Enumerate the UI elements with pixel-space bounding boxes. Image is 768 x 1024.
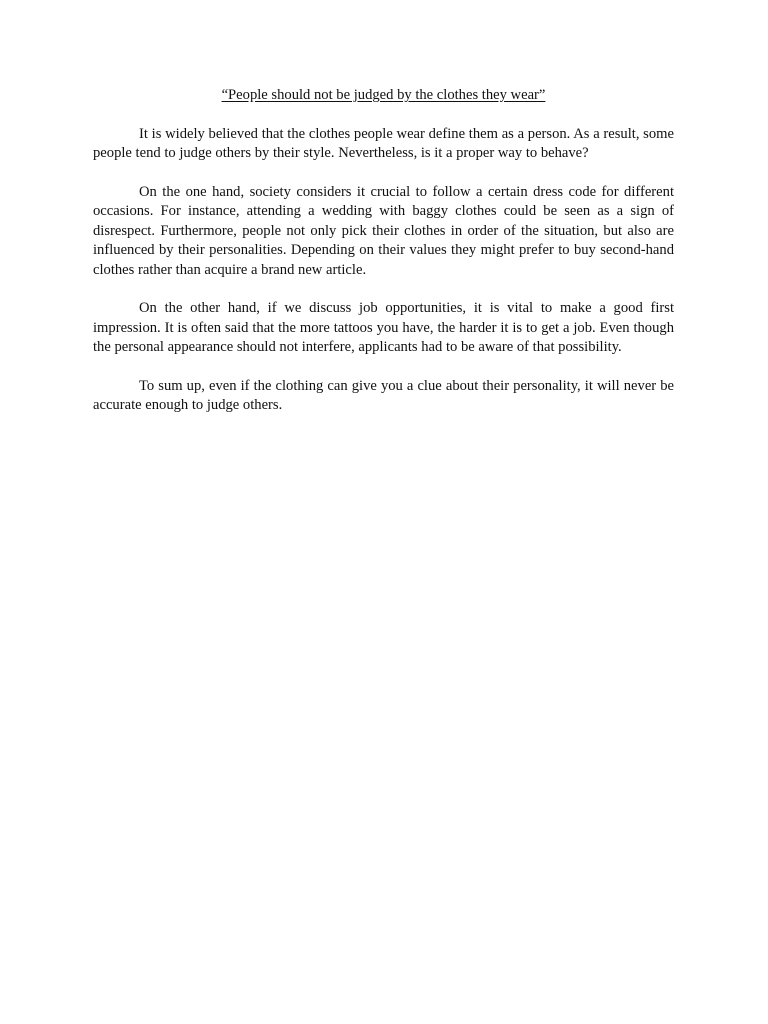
paragraph-conclusion: To sum up, even if the clothing can give you a clue about their personality, it will never be accurate enough to judge others. (93, 378, 674, 414)
essay-body (93, 86, 674, 416)
essay-title: “People should not be judged by the clothes they wear” (221, 87, 546, 103)
paragraph-introduction: It is widely believed that the clothes people wear define them as a person. As a result, some people tend to judge others by their style. Nevertheless, is it a proper way to behave? (93, 125, 674, 162)
paragraph-first-argument: On the one hand, society considers it crucial to follow a certain dress code for different occasions. For instance, attending a wedding with baggy clothes could be seen as a sign of disrespect. Furthermore, people not only pick their clothes in order of the situation, but also are influenced by their personalities. Depending on their values they might prefer to buy second-hand clothes rather than acquire a brand new article. (93, 184, 674, 278)
paragraph-second-argument: On the other hand, if we discuss job opportunities, it is vital to make a good first impression. It is often said that the more tattoos you have, the harder it is to get a job. Even though the personal appearance should not interfere, applicants had to be aware of that possibility. (93, 300, 674, 356)
